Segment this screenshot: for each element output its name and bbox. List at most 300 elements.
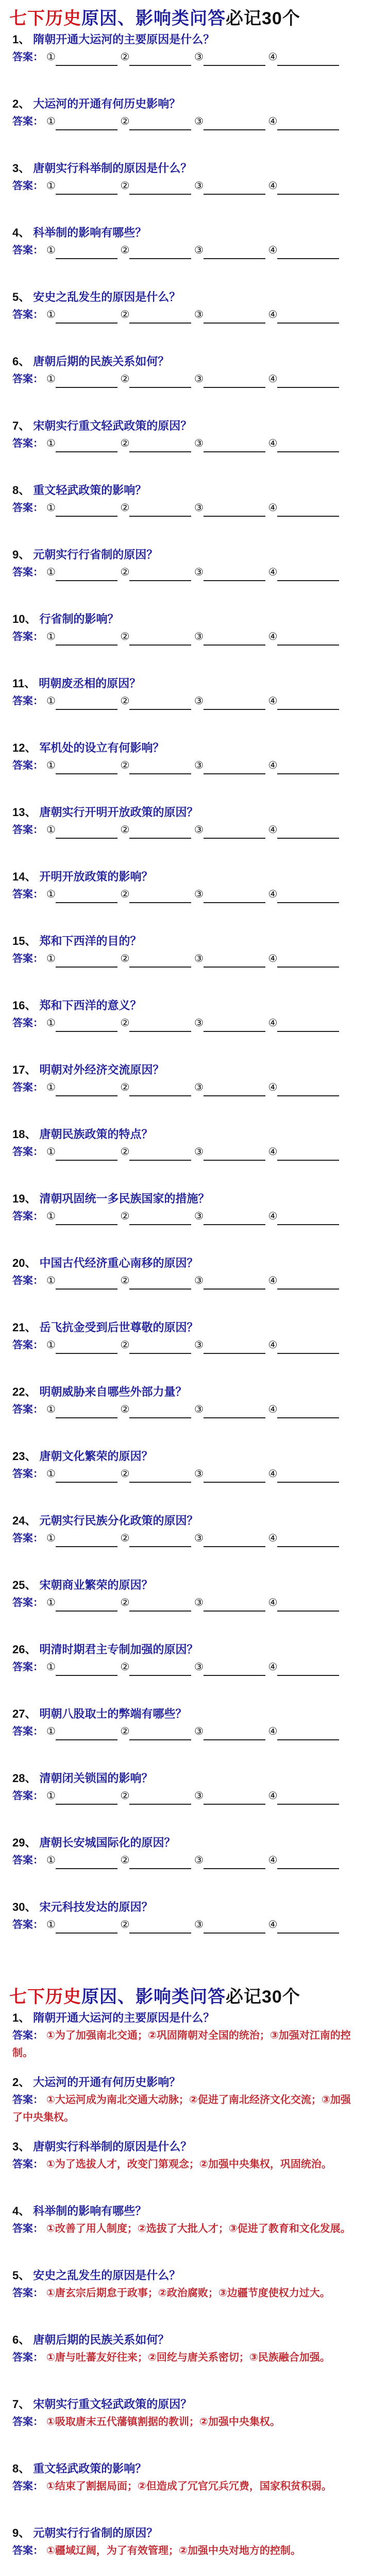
blank-marker: ④ [268,1404,278,1415]
question-number: 15、 [12,935,37,947]
answer-blank[interactable] [204,440,265,452]
question-number: 1、 [12,2011,30,2024]
question-9 [12,2524,158,2540]
answer-blank[interactable] [129,1277,191,1290]
answer-blank[interactable] [204,1535,265,1547]
answer-blank[interactable] [277,891,339,903]
answer-blank[interactable] [129,247,191,259]
answer-row-5[interactable] [12,306,361,324]
question-text: 明清时期君主专制加强的原因？ [39,1643,198,1656]
question-16 [12,997,142,1013]
answer-row-19[interactable] [12,1208,361,1225]
answer-blank[interactable] [129,1148,191,1161]
answer-blank[interactable] [129,504,191,517]
answer-blank[interactable] [277,633,339,646]
answer-row-16[interactable] [12,1014,361,1032]
answer-blank[interactable] [56,247,117,259]
answer-label: 答案： [12,824,43,836]
question-text: 科举制的影响有哪些？ [33,226,147,239]
question-text: 清朝闭关锁国的影响？ [39,1772,153,1785]
question-number: 27、 [12,1707,37,1720]
answer-blank[interactable] [277,826,339,839]
blank-marker: ④ [268,631,278,642]
blank-marker: ③ [194,1146,204,1158]
blank-marker: ③ [194,309,204,320]
answer-blank[interactable] [56,633,117,646]
question-text: 安史之乱发生的原因是什么？ [33,2269,181,2282]
question-5 [12,2267,180,2283]
answer-blank[interactable] [277,955,339,968]
answer-blank[interactable] [277,1406,339,1418]
blank-marker: ① [46,116,56,127]
blank-marker: ① [46,1790,56,1802]
question-28 [12,1770,153,1786]
blank-marker: ③ [194,245,204,256]
answer-row-17[interactable] [12,1079,361,1096]
answer-label: 答案： [12,438,43,449]
answer-blank[interactable] [129,118,191,130]
blank-marker: ③ [194,116,204,127]
blank-marker: ① [46,631,56,642]
answer-label: 答案： [12,116,43,127]
answer-blank[interactable] [129,376,191,388]
blank-marker: ③ [194,824,204,836]
answer-blank[interactable] [56,1406,117,1418]
answer-blank[interactable] [277,1921,339,1934]
blank-marker: ② [120,1082,130,1093]
answer-blank[interactable] [204,891,265,903]
blank-marker: ② [120,1340,130,1351]
answer-label: 答案： [12,1404,43,1415]
question-30 [12,1899,153,1914]
answer-row-25[interactable] [12,1594,361,1612]
question-number: 3、 [12,2140,30,2153]
question-15 [12,933,142,948]
answer-blank[interactable] [56,54,117,66]
question-number: 13、 [12,806,37,819]
answer-blank[interactable] [204,1342,265,1354]
blank-marker: ② [120,1275,130,1286]
blank-marker: ③ [194,760,204,771]
blank-marker: ④ [268,1018,278,1029]
answer-blank[interactable] [129,698,191,710]
answer-row-8[interactable] [12,499,361,517]
question-10 [12,611,119,626]
answer-blank[interactable] [204,54,265,66]
answer-label: 答案： [12,1919,43,1930]
question-number: 7、 [12,2398,30,2411]
blank-marker: ③ [194,696,204,707]
answer-blank[interactable] [129,1728,191,1740]
answer-blank[interactable] [204,1148,265,1161]
answer-blank[interactable] [129,955,191,968]
answer-blank[interactable] [129,1792,191,1805]
answer-blank[interactable] [56,182,117,195]
answer-blank[interactable] [129,1535,191,1547]
answer-blank[interactable] [204,182,265,195]
answer-row-28[interactable] [12,1787,361,1805]
blank-marker: ③ [194,1275,204,1286]
answer-blank[interactable] [277,1277,339,1290]
answer-row-29[interactable] [12,1852,361,1869]
answer-label: 答案： [12,1275,43,1286]
answer-label: 答案： [12,567,43,578]
blank-marker: ② [120,1533,130,1544]
answer-blank[interactable] [204,1664,265,1676]
question-number: 6、 [12,2333,30,2346]
answer-label: 答案： [12,2352,43,2363]
answer-blank[interactable] [129,1470,191,1483]
answer-blank[interactable] [56,440,117,452]
answer-row-22[interactable] [12,1401,361,1418]
question-21 [12,1319,198,1335]
blank-marker: ③ [194,953,204,964]
answer-label: 答案： [12,2481,43,2492]
answer-blank[interactable] [56,1213,117,1225]
answer-blank[interactable] [56,762,117,774]
answer-blank[interactable] [277,1599,339,1612]
answer-blank[interactable] [277,1148,339,1161]
question-3 [12,160,192,176]
answer-blank[interactable] [56,1277,117,1290]
question-text: 明朝威胁来自哪些外部力量？ [39,1385,187,1398]
answer-row-7[interactable] [12,435,361,452]
question-number: 11、 [12,677,36,690]
blank-marker: ① [46,1726,56,1737]
answer-blank[interactable] [204,504,265,517]
answer-blank[interactable] [129,1084,191,1096]
answer-label: 答案： [12,696,43,707]
answer-blank[interactable] [277,569,339,581]
answer-label: 答案： [12,1211,43,1222]
blank-marker: ④ [268,245,278,256]
answer-label: 答案： [12,1662,43,1673]
blank-marker: ② [120,180,130,192]
blank-marker: ④ [268,1790,278,1802]
answer-blank[interactable] [277,1792,339,1805]
answer-label: 答案： [12,2094,43,2106]
blank-marker: ① [46,502,56,514]
answer-blank[interactable] [277,1084,339,1096]
blank-marker: ④ [268,1662,278,1673]
blank-marker: ① [46,180,56,192]
answer-blank[interactable] [56,1728,117,1740]
answer-blank[interactable] [56,1084,117,1096]
blank-marker: ③ [194,1404,204,1415]
answer-blank[interactable] [129,1664,191,1676]
question-3 [12,2138,192,2154]
answer-blank[interactable] [277,54,339,66]
blank-marker: ③ [194,1211,204,1222]
answer-row-26[interactable] [12,1658,361,1676]
blank-marker: ① [46,245,56,256]
answer-label: 答案： [12,1146,43,1158]
question-text: 唐朝实行科举制的原因是什么？ [33,162,192,175]
question-text: 隋朝开通大运河的主要原因是什么？ [33,2011,215,2024]
answer-blank[interactable] [56,1148,117,1161]
question-number: 17、 [12,1063,37,1076]
page-title-2 [9,1982,300,2008]
answer-label: 答案： [12,1597,43,1608]
blank-marker: ① [46,824,56,836]
answer-blank[interactable] [204,311,265,324]
answer-blank[interactable] [129,891,191,903]
answer-blank[interactable] [129,826,191,839]
blank-marker: ② [120,567,130,578]
blank-marker: ② [120,1211,130,1222]
answer-row-13[interactable] [12,821,361,839]
answer-row-20[interactable] [12,1272,361,1290]
answer-blank[interactable] [204,1921,265,1934]
question-number: 4、 [12,2205,30,2217]
answer-blank[interactable] [204,376,265,388]
blank-marker: ④ [268,374,278,385]
answer-label: 答案： [12,1468,43,1480]
answer-blank[interactable] [56,891,117,903]
answer-blank[interactable] [204,1020,265,1032]
answer-blank[interactable] [204,698,265,710]
title-part2: 原因、影响类问答 [81,9,226,28]
answer-row-30[interactable] [12,1916,361,1934]
answer-blank[interactable] [204,1277,265,1290]
question-8 [12,2460,146,2476]
blank-marker: ③ [194,1855,204,1866]
question-9 [12,546,158,562]
blank-marker: ① [46,696,56,707]
answer-blank[interactable] [129,440,191,452]
answer-text: ①唐与吐蕃友好往来；②回纥与唐关系密切；③民族融合加强。 [46,2352,330,2363]
answer-blank[interactable] [129,1599,191,1612]
question-number: 10、 [12,613,37,625]
answer-blank[interactable] [129,54,191,66]
answer-blank[interactable] [277,311,339,324]
answer-blank[interactable] [56,1599,117,1612]
answer-blank[interactable] [204,1728,265,1740]
page-answers [0,1978,371,2576]
question-number: 14、 [12,870,37,883]
question-7 [12,2396,192,2412]
answer-blank[interactable] [129,1857,191,1869]
answer-blank[interactable] [56,311,117,324]
answer-row-24[interactable] [12,1530,361,1547]
answer-blank[interactable] [204,1599,265,1612]
answer-row-6[interactable] [12,370,361,388]
blank-marker: ④ [268,1855,278,1866]
answer-blank[interactable] [56,504,117,517]
question-text: 唐朝长安城国际化的原因？ [39,1836,176,1849]
question-number: 7、 [12,419,30,432]
answer-blank[interactable] [277,440,339,452]
question-text: 明朝八股取士的弊端有哪些？ [39,1707,187,1720]
answer-row-1 [12,2027,361,2062]
answer-blank[interactable] [56,955,117,968]
blank-marker: ② [120,889,130,900]
answer-row-8 [12,2478,361,2495]
answer-blank[interactable] [56,698,117,710]
blank-marker: ④ [268,52,278,63]
question-4 [12,224,146,240]
blank-marker: ② [120,1404,130,1415]
answer-blank[interactable] [277,1857,339,1869]
answer-blank[interactable] [204,1406,265,1418]
question-text: 行省制的影响？ [39,613,119,625]
answer-blank[interactable] [204,1213,265,1225]
answer-blank[interactable] [56,1857,117,1869]
question-text: 科举制的影响有哪些？ [33,2205,147,2217]
blank-marker: ④ [268,1468,278,1480]
answer-blank[interactable] [56,1792,117,1805]
question-text: 宋朝实行重文轻武政策的原因？ [33,419,192,432]
answer-blank[interactable] [277,1535,339,1547]
answer-blank[interactable] [204,1084,265,1096]
question-4 [12,2202,146,2218]
answer-label: 答案： [12,2159,43,2170]
answer-label: 答案： [12,2416,43,2428]
question-number: 1、 [12,33,30,46]
answer-blank[interactable] [129,633,191,646]
question-6 [12,353,169,369]
question-text: 郑和下西洋的意义？ [39,999,142,1012]
answer-blank[interactable] [204,1857,265,1869]
answer-blank[interactable] [277,1664,339,1676]
answer-blank[interactable] [56,1664,117,1676]
question-number: 2、 [12,2076,30,2089]
answer-blank[interactable] [56,826,117,839]
answer-blank[interactable] [204,1792,265,1805]
answer-blank[interactable] [129,762,191,774]
blank-marker: ② [120,760,130,771]
answer-row-12[interactable] [12,757,361,774]
answer-blank[interactable] [204,118,265,130]
blank-marker: ④ [268,438,278,449]
blank-marker: ④ [268,1726,278,1737]
answer-label: 答案： [12,1855,43,1866]
answer-label: 答案： [12,374,43,385]
answer-blank[interactable] [56,118,117,130]
answer-blank[interactable] [204,762,265,774]
answer-blank[interactable] [129,1921,191,1934]
answer-blank[interactable] [204,826,265,839]
answer-row-3 [12,2156,361,2173]
answer-label: 答案： [12,2287,43,2299]
blank-marker: ③ [194,1468,204,1480]
answer-row-2 [12,2091,361,2126]
answer-row-3[interactable] [12,177,361,195]
answer-blank[interactable] [129,1213,191,1225]
answer-blank[interactable] [129,311,191,324]
answer-row-9[interactable] [12,564,361,581]
answer-blank[interactable] [56,1342,117,1354]
blank-marker: ④ [268,824,278,836]
answer-blank[interactable] [277,376,339,388]
answer-blank[interactable] [56,569,117,581]
blank-marker: ④ [268,1211,278,1222]
blank-marker: ② [120,1597,130,1608]
question-11 [12,675,141,691]
blank-marker: ④ [268,502,278,514]
answer-blank[interactable] [277,1470,339,1483]
answer-blank[interactable] [204,633,265,646]
answer-blank[interactable] [56,1470,117,1483]
answer-blank[interactable] [204,247,265,259]
answer-blank[interactable] [204,569,265,581]
answer-label: 答案： [12,1082,43,1093]
blank-marker: ① [46,1082,56,1093]
blank-marker: ③ [194,52,204,63]
blank-marker: ③ [194,180,204,192]
answer-blank[interactable] [277,1342,339,1354]
answer-blank[interactable] [277,118,339,130]
answer-row-10[interactable] [12,628,361,646]
question-27 [12,1705,187,1721]
answer-blank[interactable] [129,1020,191,1032]
answer-blank[interactable] [277,1213,339,1225]
answer-row-15[interactable] [12,950,361,968]
answer-blank[interactable] [56,1921,117,1934]
answer-row-11[interactable] [12,692,361,710]
answer-row-1[interactable] [12,48,361,66]
answer-label: 答案： [12,2545,43,2556]
answer-row-2[interactable] [12,113,361,130]
question-13 [12,804,198,820]
answer-blank[interactable] [56,1535,117,1547]
question-text: 大运河的开通有何历史影响？ [33,2076,181,2089]
answer-blank[interactable] [204,955,265,968]
blank-marker: ④ [268,1146,278,1158]
answer-row-6 [12,2349,361,2366]
answer-blank[interactable] [129,182,191,195]
answer-blank[interactable] [277,247,339,259]
blank-marker: ③ [194,1662,204,1673]
blank-marker: ④ [268,309,278,320]
answer-blank[interactable] [277,762,339,774]
answer-blank[interactable] [277,504,339,517]
answer-row-4[interactable] [12,242,361,259]
question-number: 24、 [12,1514,37,1527]
blank-marker: ③ [194,1597,204,1608]
answer-blank[interactable] [129,1406,191,1418]
answer-blank[interactable] [277,1020,339,1032]
answer-row-21[interactable] [12,1336,361,1354]
answer-row-14[interactable] [12,886,361,903]
blank-marker: ④ [268,567,278,578]
answer-text: ①为了选拔人才，改变门第观念；②加强中央集权，巩固统治。 [46,2159,332,2170]
answer-blank[interactable] [129,569,191,581]
blank-marker: ② [120,502,130,514]
answer-blank[interactable] [277,182,339,195]
answer-blank[interactable] [277,698,339,710]
answer-blank[interactable] [204,1470,265,1483]
blank-marker: ① [46,1211,56,1222]
blank-marker: ④ [268,1533,278,1544]
answer-row-27[interactable] [12,1723,361,1740]
answer-row-23[interactable] [12,1465,361,1483]
question-text: 中国古代经济重心南移的原因？ [39,1257,198,1269]
blank-marker: ④ [268,116,278,127]
answer-label: 答案： [12,1790,43,1802]
answer-blank[interactable] [56,1020,117,1032]
blank-marker: ④ [268,180,278,192]
blank-marker: ③ [194,1082,204,1093]
answer-blank[interactable] [129,1342,191,1354]
answer-blank[interactable] [56,376,117,388]
blank-marker: ② [120,1790,130,1802]
answer-blank[interactable] [277,1728,339,1740]
question-number: 19、 [12,1192,37,1205]
question-number: 5、 [12,2269,30,2282]
answer-row-18[interactable] [12,1143,361,1161]
blank-marker: ② [120,953,130,964]
